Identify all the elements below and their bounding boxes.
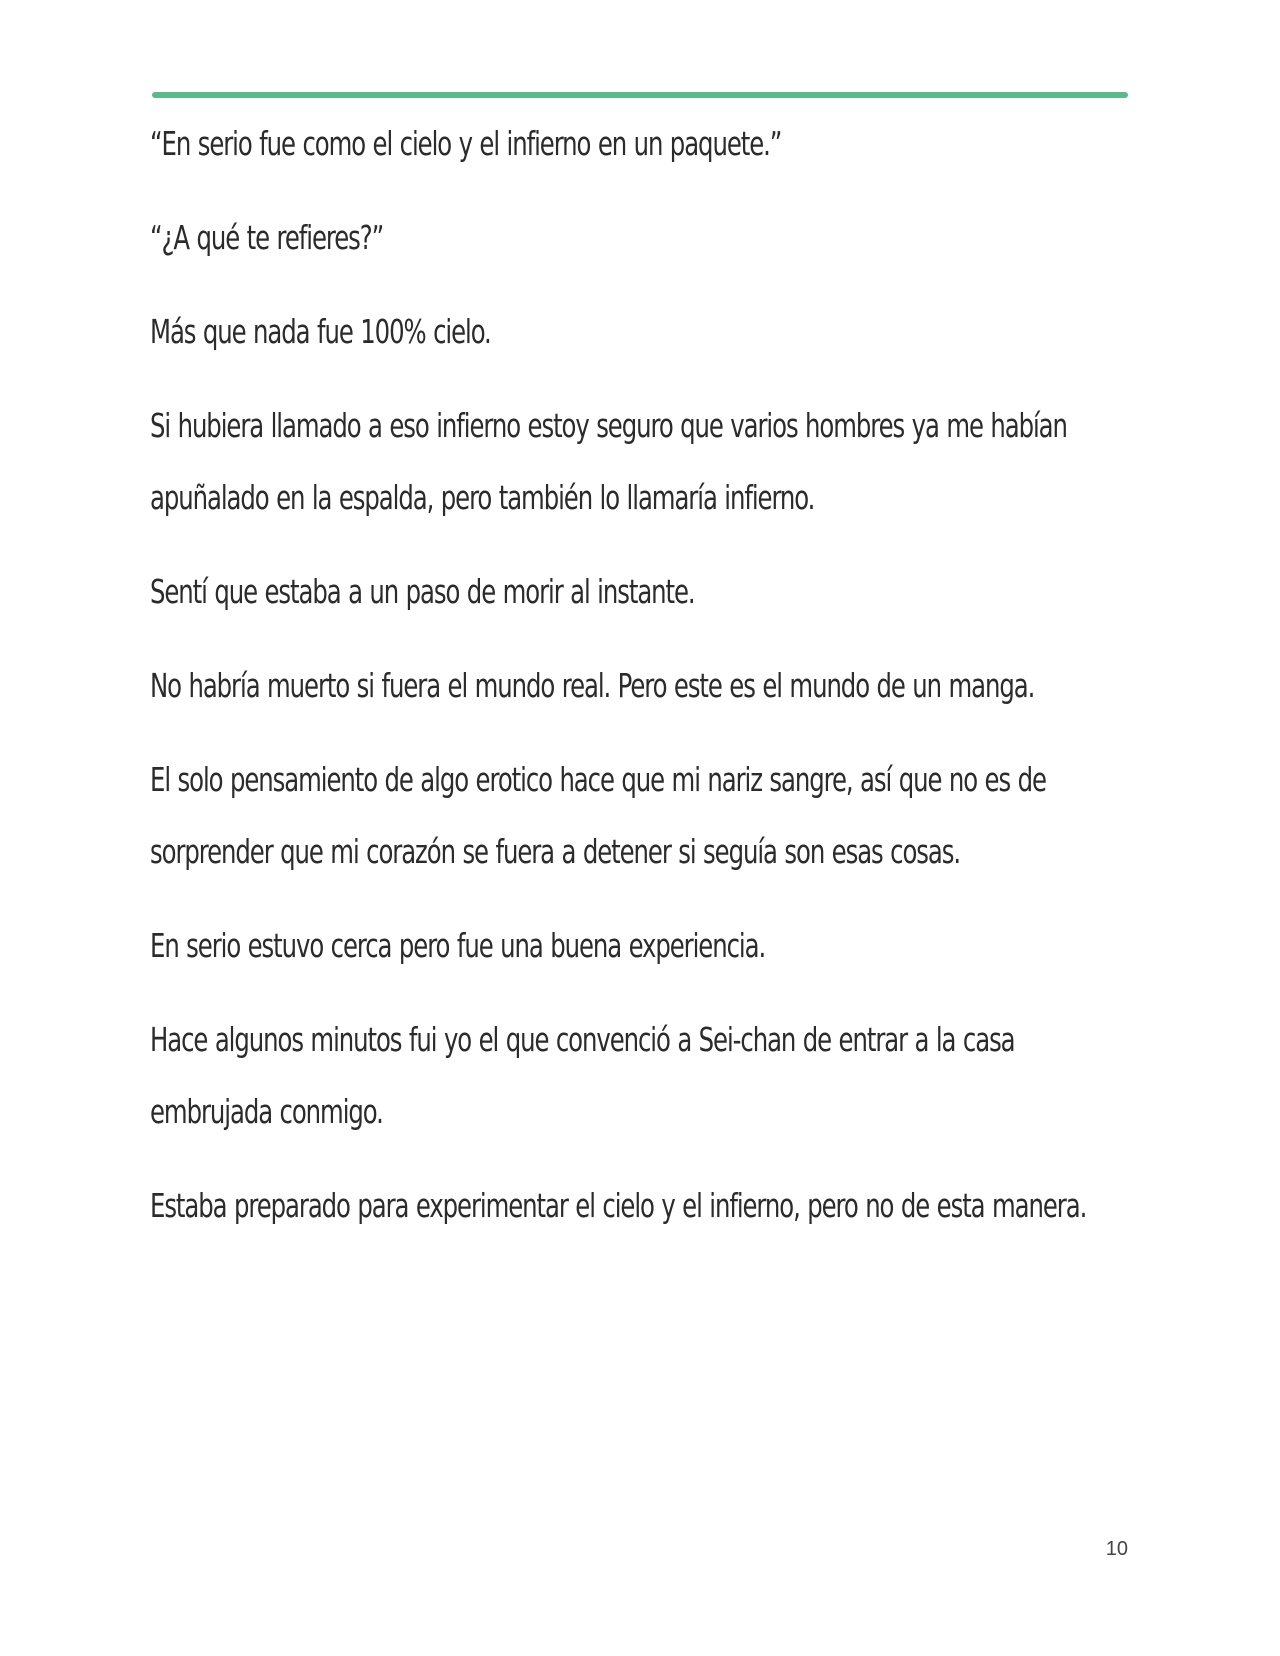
paragraph: Estaba preparado para experimentar el cielo y el infierno, pero no de esta manera. <box>150 1186 1087 1225</box>
paragraph: No habría muerto si fuera el mundo real. Pero este es el mundo de un manga. <box>150 666 1035 705</box>
paragraph: Si hubiera llamado a eso infierno estoy seguro que varios hombres ya me habían apuñalado en la espalda, pero también lo llamaría infierno. <box>150 406 1067 517</box>
paragraph: Hace algunos minutos fui yo el que convenció a Sei-chan de entrar a la casa embrujada conmigo. <box>150 1020 1015 1131</box>
page-number: 10 <box>1105 1538 1128 1560</box>
body-text <box>150 108 1135 1264</box>
paragraph: Más que nada fue 100% cielo. <box>150 312 491 351</box>
paragraph: En serio estuvo cerca pero fue una buena experiencia. <box>150 926 766 965</box>
header-divider <box>152 92 1128 98</box>
paragraph: Sentí que estaba a un paso de morir al instante. <box>150 572 695 611</box>
paragraph: “En serio fue como el cielo y el infierno en un paquete.” <box>150 124 782 163</box>
paragraph: “¿A qué te refieres?” <box>150 218 384 257</box>
paragraph: El solo pensamiento de algo erotico hace que mi nariz sangre, así que no es de sorprender que mi corazón se fuera a detener si seguía son esas cosas. <box>150 760 1046 871</box>
